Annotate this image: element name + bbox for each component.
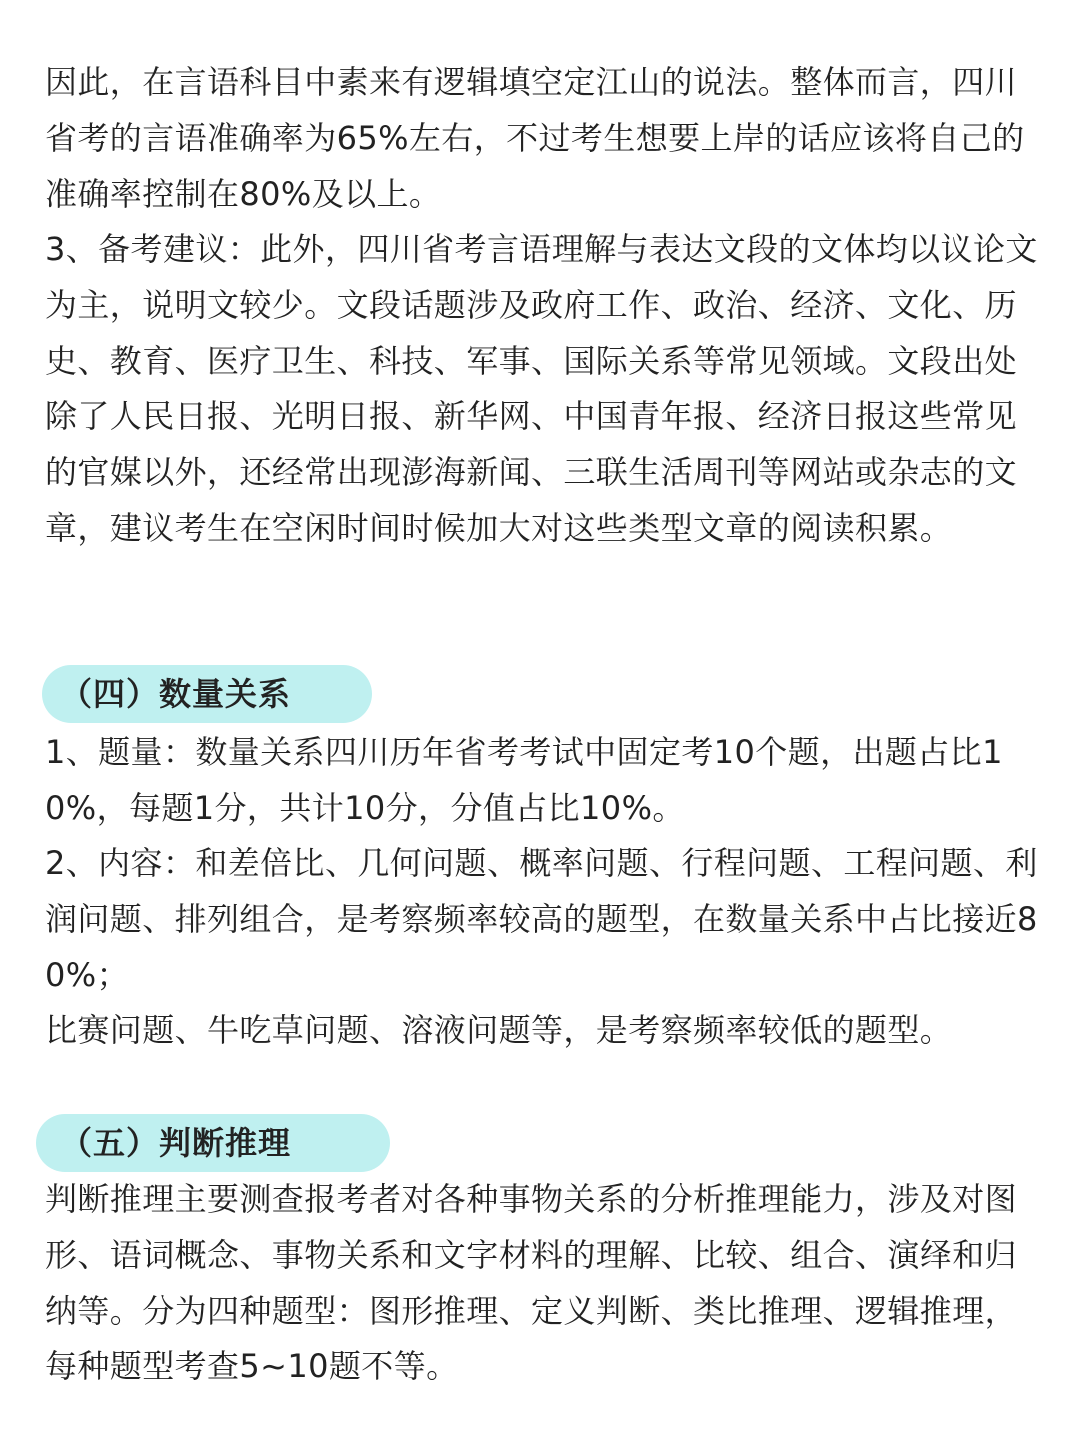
paragraph-quantity-count: 1、题量：数量关系四川历年省考考试中固定考10个题，出题占比10%，每题1分，共计10分，分值占比10%。 — [45, 733, 1003, 827]
section-five-heading: （五）判断推理 — [60, 1124, 292, 1162]
paragraph-reasoning: 判断推理主要测查报考者对各种事物关系的分析推理能力，涉及对图形、语词概念、事物关系和文字材料的理解、比较、组合、演绎和归纳等。分为四种题型：图形推理、定义判断、类比推理、逻辑推理，每种题型考查5~10题不等。 — [45, 1180, 1018, 1386]
paragraph-quantity-low-frequency: 比赛问题、牛吃草问题、溶液问题等，是考察频率较低的题型。 — [45, 1011, 953, 1049]
section-four-heading: （四）数量关系 — [60, 675, 292, 713]
paragraph-quantity-content: 2、内容：和差倍比、几何问题、概率问题、行程问题、工程问题、利润问题、排列组合，是考察频率较高的题型，在数量关系中占比接近80%； — [45, 844, 1038, 994]
paragraph-prep-advice: 3、备考建议：此外，四川省考言语理解与表达文段的文体均以议论文为主，说明文较少。文段话题涉及政府工作、政治、经济、文化、历史、教育、医疗卫生、科技、军事、国际关系等常见领域。文段出处除了人民日报、光明日报、新华网、中国青年报、经济日报这些常见的官媒以外，还经常出现澎海新闻、三联生活周刊等网站或杂志的文章，建议考生在空闲时间时候加大对这些类型文章的阅读积累。 — [45, 230, 1038, 547]
paragraph-accuracy: 因此，在言语科目中素来有逻辑填空定江山的说法。整体而言，四川省考的言语准确率为65%左右，不过考生想要上岸的话应该将自己的准确率控制在80%及以上。 — [45, 63, 1025, 213]
